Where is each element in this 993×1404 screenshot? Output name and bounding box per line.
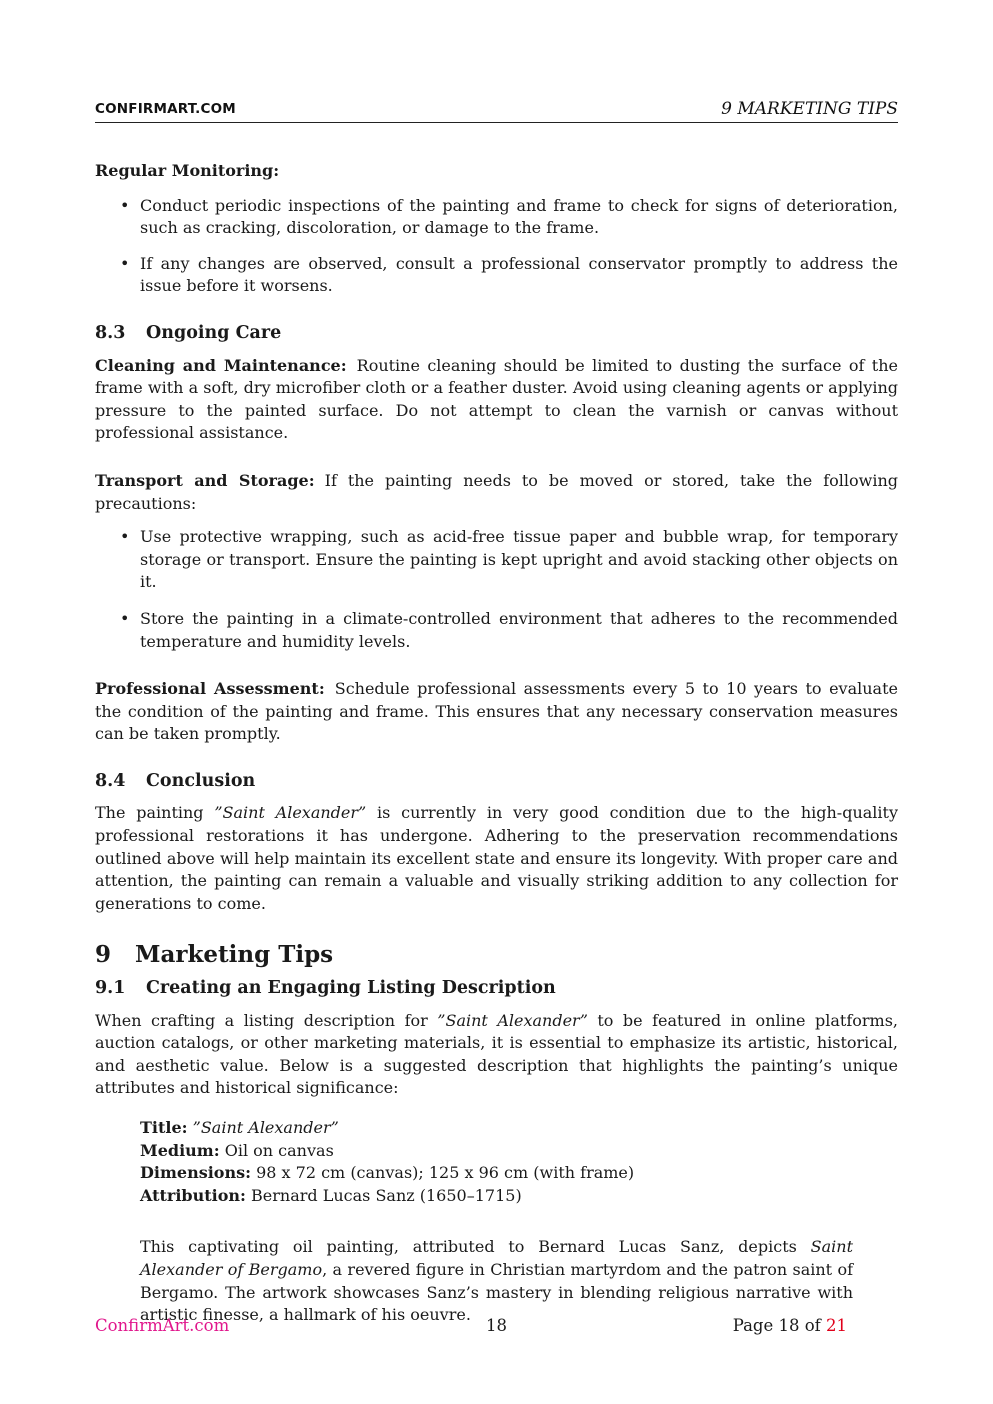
page-body: [95, 160, 898, 1327]
list-item: • Conduct periodic inspections of the painting and frame to check for signs of deterioration, such as cracking, discoloration, or damage to the frame.: [95, 195, 898, 240]
conclusion-paragraph: The painting ”Saint Alexander” is currently in very good condition due to the high-quality professional restorations it has undergone. Adhering to the preservation recommendations outlined above will help maintain its excellent state and ensure its longevity. With proper care and attention, the painting can remain a valuable and visually striking addition to any collection for generations to come.: [95, 803, 898, 913]
transport-paragraph: Transport and Storage: If the painting needs to be moved or stored, take the following precautions:: [95, 470, 899, 513]
assessment-paragraph: Professional Assessment: Schedule professional assessments every 5 to 10 years to evaluate the condition of the painting and frame. This ensures that any necessary conservation measures can be taken promptly.: [95, 679, 898, 744]
list-item: • Use protective wrapping, such as acid-free tissue paper and bubble wrap, for temporary storage or transport. Ensure the painting is kept upright and avoid stacking other objects on it.: [95, 526, 898, 594]
transport-list: [95, 526, 898, 653]
list-item: • If any changes are observed, consult a professional conservator promptly to address the issue before it worsens.: [95, 253, 898, 298]
section-heading-8-4: 8.4 Conclusion: [95, 770, 256, 791]
list-item: • Store the painting in a climate-controlled environment that adheres to the recommended temperature and humidity levels.: [95, 608, 898, 653]
section-heading-9-1: 9.1 Creating an Engaging Listing Description: [95, 978, 556, 999]
section-heading-9: 9 Marketing Tips: [95, 941, 334, 969]
footer-page-number: 18: [486, 1316, 507, 1335]
field-dimensions: Dimensions: 98 x 72 cm (canvas); 125 x 96 cm (with frame): [140, 1163, 635, 1183]
cleaning-paragraph: Cleaning and Maintenance: Routine cleaning should be limited to dusting the surface of the frame with a soft, dry microfiber cloth or a feather duster. Avoid using cleaning agents or applying pressure to the painted surface. Do not attempt to clean the varnish or canvas without professional assistance.: [95, 355, 898, 443]
field-title: Title: ”Saint Alexander”: [140, 1118, 339, 1137]
footer-site-link[interactable]: ConfirmArt.com: [95, 1316, 230, 1335]
footer-page-count: Page 18 of 21: [732, 1316, 847, 1335]
monitoring-list: [95, 195, 898, 298]
header-section-title: 9 MARKETING TIPS: [721, 99, 898, 119]
header-logo: CONFIRMART.COM: [95, 101, 236, 117]
listing-fields: [95, 1117, 898, 1207]
monitoring-heading: Regular Monitoring:: [95, 161, 280, 180]
footer-total-pages-link[interactable]: 21: [826, 1316, 847, 1335]
field-medium: Medium: Oil on canvas: [140, 1140, 334, 1160]
description-paragraph: This captivating oil painting, attributed to Bernard Lucas Sanz, depicts Saint Alexander of Bergamo, a revered figure in Christian martyrdom and the patron saint of Bergamo. The artwork showcases Sanz’s mastery in blending religious narrative with artistic finesse, a hallmark of his oeuvre.: [140, 1237, 853, 1325]
field-attribution: Attribution: Bernard Lucas Sanz (1650–1715): [140, 1185, 522, 1205]
listing-description: [95, 1236, 898, 1326]
running-header: [95, 99, 898, 123]
section-heading-8-3: 8.3 Ongoing Care: [95, 322, 282, 343]
listing-intro-paragraph: When crafting a listing description for ”Saint Alexander” to be featured in online platforms, auction catalogs, or other marketing materials, it is essential to emphasize its artistic, historical, and aesthetic value. Below is a suggested description that highlights the painting’s unique attributes and historical significance:: [95, 1010, 898, 1098]
